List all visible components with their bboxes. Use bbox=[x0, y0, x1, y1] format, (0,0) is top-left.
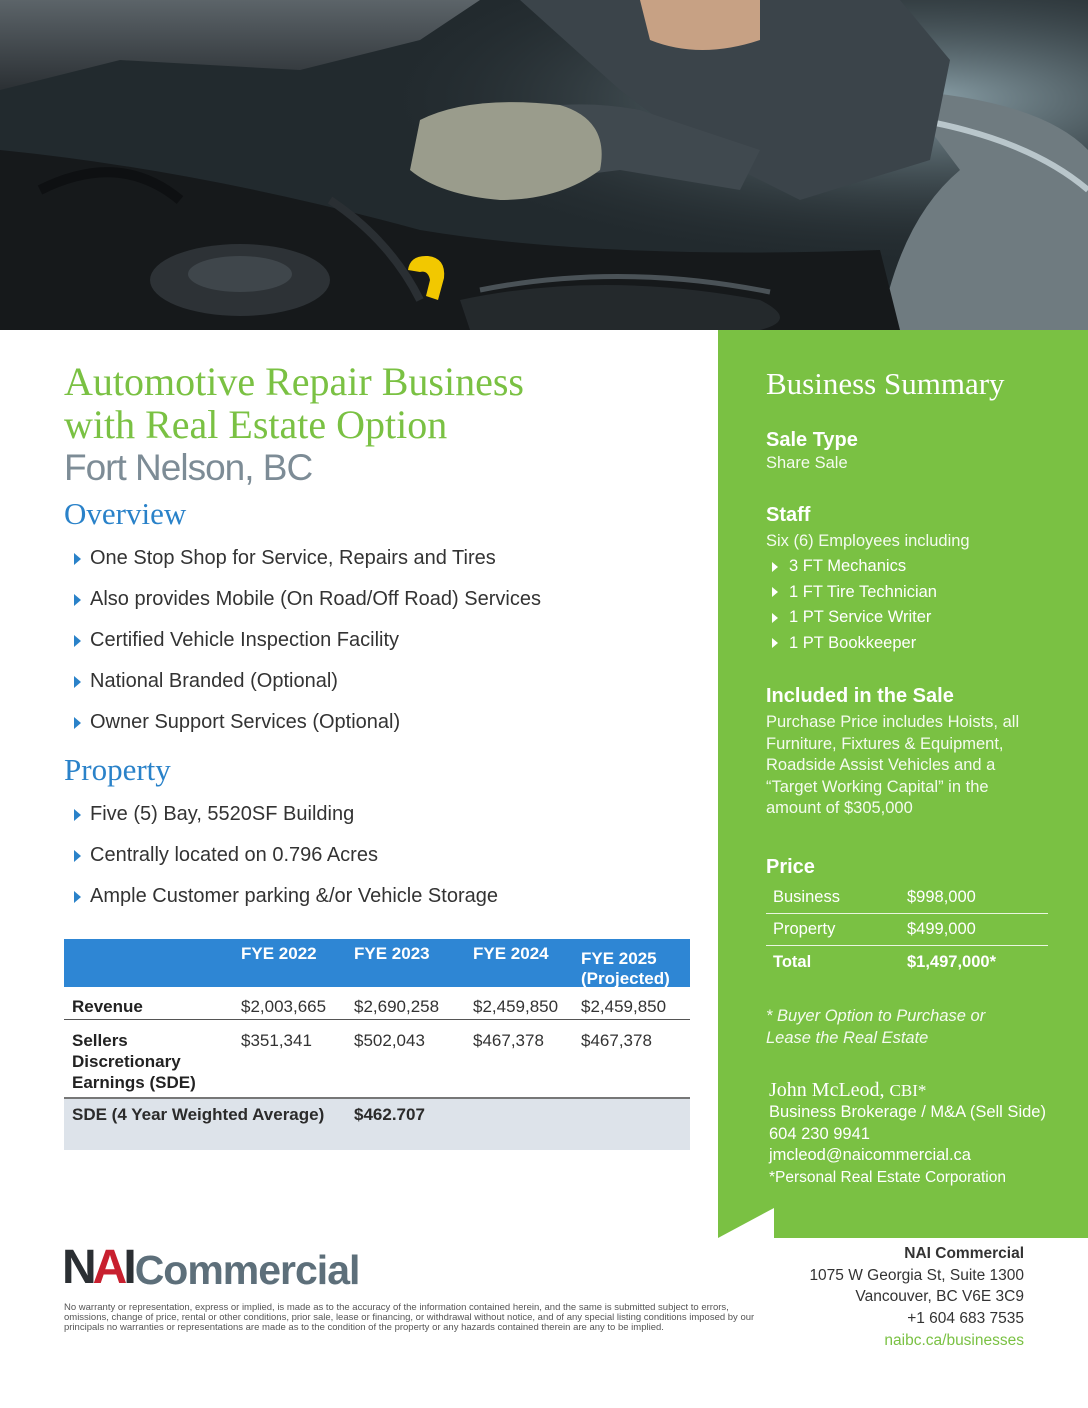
property-heading: Property bbox=[64, 752, 171, 787]
table-cell: $2,690,258 bbox=[354, 997, 440, 1016]
triangle-bullet-icon bbox=[74, 891, 81, 903]
broker-role: Business Brokerage / M&A (Sell Side) bbox=[769, 1103, 1046, 1121]
table-cell: $467,378 bbox=[581, 1031, 652, 1050]
row-label: Revenue bbox=[72, 997, 143, 1016]
office-street: 1075 W Georgia St, Suite 1300 bbox=[809, 1266, 1024, 1284]
table-cell: $467,378 bbox=[473, 1031, 544, 1050]
average-row bbox=[64, 1099, 690, 1150]
sale-type-value: Share Sale bbox=[766, 454, 848, 472]
table-header-row bbox=[64, 939, 690, 987]
broker-name: John McLeod, CBI* bbox=[769, 1079, 927, 1101]
mechanic-engine-illustration bbox=[0, 0, 1088, 330]
triangle-bullet-icon bbox=[74, 635, 81, 647]
price-total-row: Total $1,497,000* bbox=[773, 952, 997, 971]
title-line-2: with Real Estate Option bbox=[64, 402, 448, 447]
summary-title: Business Summary bbox=[766, 366, 1005, 401]
office-name: NAI Commercial bbox=[904, 1245, 1024, 1262]
table-cell: $502,043 bbox=[354, 1031, 425, 1050]
list-item: Certified Vehicle Inspection Facility bbox=[72, 620, 541, 661]
list-item: Also provides Mobile (On Road/Off Road) Services bbox=[72, 579, 541, 620]
table-header-cell: FYE 2025 (Projected) bbox=[581, 949, 670, 988]
triangle-bullet-icon bbox=[74, 717, 81, 729]
triangle-bullet-icon bbox=[74, 850, 81, 862]
price-heading: Price bbox=[766, 856, 815, 878]
triangle-bullet-icon bbox=[772, 638, 778, 648]
triangle-bullet-icon bbox=[74, 594, 81, 606]
table-header-cell: FYE 2024 bbox=[473, 944, 549, 963]
table-row bbox=[64, 987, 690, 1020]
list-item: National Branded (Optional) bbox=[72, 661, 541, 702]
table-cell: $2,459,850 bbox=[473, 997, 559, 1016]
broker-email[interactable]: jmcleod@naicommercial.ca bbox=[769, 1146, 971, 1164]
overview-heading: Overview bbox=[64, 496, 187, 531]
broker-footnote: *Personal Real Estate Corporation bbox=[769, 1168, 1006, 1186]
list-item: One Stop Shop for Service, Repairs and Tires bbox=[72, 538, 541, 579]
staff-list bbox=[772, 554, 937, 656]
row-label: Sellers Discretionary Earnings (SDE) bbox=[72, 1031, 196, 1092]
included-text: Purchase Price includes Hoists, all Furniture, Fixtures & Equipment, Roadside Assist Vehicles and a “Target Working Capital” in the amount of $305,000 bbox=[766, 713, 1020, 817]
financials-table bbox=[64, 939, 690, 1150]
sale-type-heading: Sale Type bbox=[766, 429, 858, 451]
list-item: 1 PT Service Writer bbox=[772, 605, 937, 631]
list-item: 1 PT Bookkeeper bbox=[772, 631, 937, 657]
table-row bbox=[64, 1020, 690, 1099]
price-row: Business $998,000 bbox=[766, 882, 1048, 914]
overview-list bbox=[72, 538, 541, 743]
legal-disclaimer: No warranty or representation, express or implied, is made as to the accuracy of the information contained herein, and the same is submitted subject to errors, omissions, change of price, rental or other conditions, prior sale, lease or financing, or withdrawal without notice, and of any special listing conditions imposed by our principals no warranties or representations are made as to the condition of the property or any hazards contained therein are any to be implied. bbox=[64, 1302, 755, 1334]
table-header-cell: FYE 2022 bbox=[241, 944, 317, 963]
triangle-bullet-icon bbox=[74, 809, 81, 821]
office-website-link[interactable]: naibc.ca/businesses bbox=[884, 1331, 1024, 1349]
staff-intro: Six (6) Employees including bbox=[766, 532, 970, 550]
list-item: Owner Support Services (Optional) bbox=[72, 702, 541, 743]
table-cell: $2,003,665 bbox=[241, 997, 327, 1016]
hero-photo bbox=[0, 0, 1088, 330]
property-list bbox=[72, 794, 498, 917]
table-header-cell: FYE 2023 bbox=[354, 944, 430, 963]
triangle-bullet-icon bbox=[772, 613, 778, 623]
included-heading: Included in the Sale bbox=[766, 685, 954, 707]
price-row: Property $499,000 bbox=[766, 914, 1048, 946]
title-line-1: Automotive Repair Business bbox=[64, 359, 524, 404]
triangle-bullet-icon bbox=[74, 676, 81, 688]
buyer-option-note: * Buyer Option to Purchase or Lease the Real Estate bbox=[766, 1007, 986, 1047]
triangle-bullet-icon bbox=[772, 562, 778, 572]
list-item: Five (5) Bay, 5520SF Building bbox=[72, 794, 498, 835]
office-phone[interactable]: +1 604 683 7535 bbox=[907, 1310, 1024, 1328]
triangle-bullet-icon bbox=[772, 587, 778, 597]
broker-phone[interactable]: 604 230 9941 bbox=[769, 1124, 870, 1143]
broker-contact bbox=[769, 1079, 1046, 1188]
price-table bbox=[766, 882, 1048, 978]
list-item: 1 FT Tire Technician bbox=[772, 580, 937, 606]
office-address bbox=[809, 1243, 1024, 1352]
table-cell: $351,341 bbox=[241, 1031, 312, 1050]
list-item: Ample Customer parking &/or Vehicle Storage bbox=[72, 876, 498, 917]
location-subtitle: Fort Nelson, BC bbox=[64, 447, 313, 488]
list-item: 3 FT Mechanics bbox=[772, 554, 937, 580]
average-value: $462.707 bbox=[354, 1105, 425, 1124]
average-label: SDE (4 Year Weighted Average) bbox=[72, 1105, 325, 1124]
table-header-cell bbox=[64, 939, 241, 987]
table-cell: $2,459,850 bbox=[581, 997, 667, 1016]
triangle-bullet-icon bbox=[74, 553, 81, 565]
staff-heading: Staff bbox=[766, 504, 811, 526]
panel-corner-notch bbox=[718, 1208, 774, 1238]
business-summary-panel bbox=[718, 330, 1088, 1238]
office-city: Vancouver, BC V6E 3C9 bbox=[855, 1288, 1024, 1306]
listing-title bbox=[64, 360, 684, 446]
nai-commercial-logo: NAI Commercial bbox=[62, 1241, 360, 1294]
list-item: Centrally located on 0.796 Acres bbox=[72, 835, 498, 876]
